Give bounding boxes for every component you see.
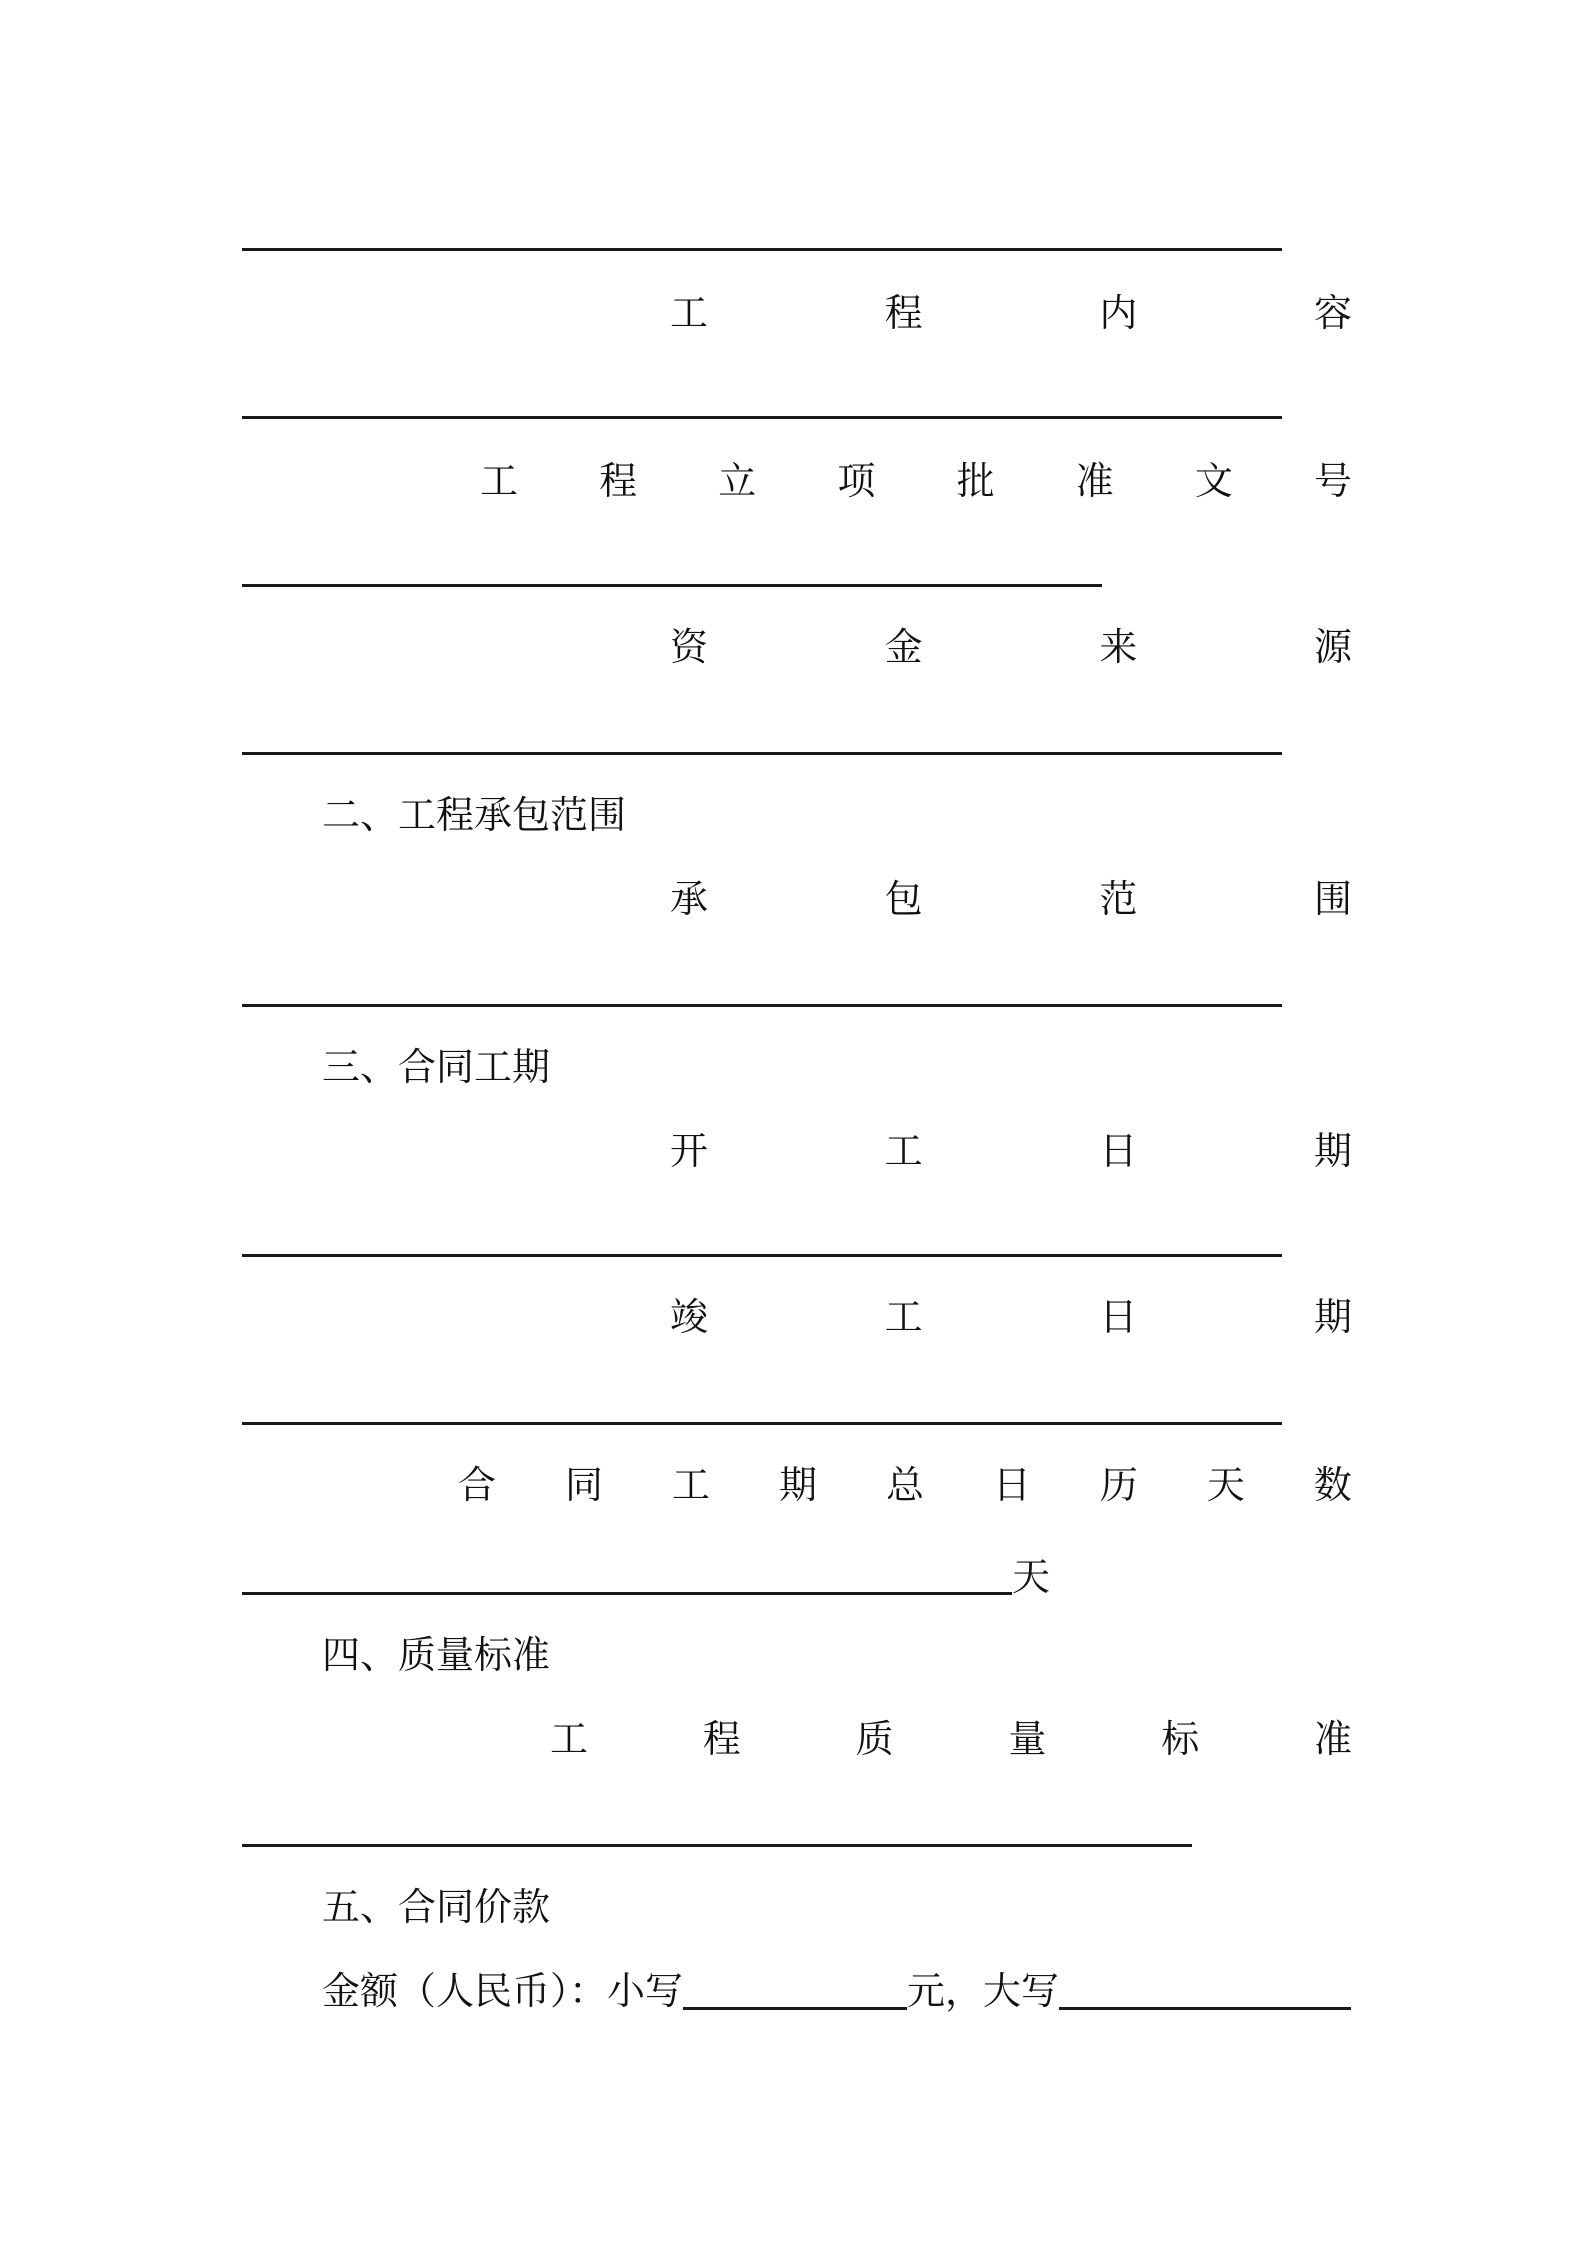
label-char: 号 — [1313, 459, 1352, 503]
label-char: 准 — [1075, 459, 1114, 503]
label-char: 金 — [884, 625, 923, 669]
field-label-approval-number — [242, 456, 1352, 506]
label-char: 范 — [1099, 877, 1138, 921]
label-char: 数 — [1313, 1463, 1352, 1507]
fill-line-project-content[interactable] — [242, 416, 1282, 419]
label-char: 总 — [885, 1463, 924, 1507]
label-char: 工 — [884, 1129, 923, 1173]
field-label-start-date — [242, 1126, 1352, 1176]
label-char: 包 — [884, 877, 923, 921]
label-char: 天 — [1206, 1463, 1245, 1507]
label-char: 合 — [458, 1463, 497, 1507]
label-char: 工 — [550, 1717, 589, 1761]
label-char: 承 — [670, 877, 709, 921]
label-char: 容 — [1313, 291, 1352, 335]
label-char: 立 — [718, 459, 757, 503]
field-label-project-content — [242, 288, 1352, 338]
fill-line[interactable] — [242, 248, 1282, 251]
field-label-total-days — [242, 1460, 1352, 1510]
fill-line-start-date[interactable] — [242, 1254, 1282, 1257]
label-char: 竣 — [670, 1295, 709, 1339]
label-char: 工 — [670, 291, 709, 335]
section-heading-price: 五、合同价款 — [322, 1885, 551, 1929]
label-char: 工 — [884, 1295, 923, 1339]
label-char: 期 — [1313, 1129, 1352, 1173]
field-label-completion-date — [242, 1292, 1352, 1342]
field-label-fund-source — [242, 622, 1352, 672]
amount-row — [322, 1966, 1351, 2016]
fill-line-total-days[interactable] — [242, 1592, 1012, 1595]
label-char: 来 — [1099, 625, 1138, 669]
label-char: 工 — [480, 459, 519, 503]
section-heading-duration: 三、合同工期 — [322, 1045, 551, 1089]
amount-uppercase-input[interactable] — [1059, 2007, 1351, 2010]
label-char: 围 — [1313, 877, 1352, 921]
field-label-scope — [242, 874, 1352, 924]
label-char: 批 — [956, 459, 995, 503]
section-heading-scope: 二、工程承包范围 — [322, 793, 627, 837]
fill-line-quality-standard[interactable] — [242, 1844, 1192, 1847]
label-char: 质 — [855, 1717, 894, 1761]
label-char: 文 — [1194, 459, 1233, 503]
label-char: 量 — [1008, 1717, 1047, 1761]
label-char: 程 — [702, 1717, 741, 1761]
label-char: 历 — [1099, 1463, 1138, 1507]
label-char: 内 — [1099, 291, 1138, 335]
label-char: 准 — [1313, 1717, 1352, 1761]
fill-line-completion-date[interactable] — [242, 1422, 1282, 1425]
label-char: 源 — [1313, 625, 1352, 669]
label-char: 日 — [992, 1463, 1031, 1507]
fill-line-scope[interactable] — [242, 1004, 1282, 1007]
label-char: 开 — [670, 1129, 709, 1173]
amount-label: 金额（人民币）：小写 — [322, 1969, 684, 2013]
label-char: 资 — [670, 625, 709, 669]
amount-yuan-label: 元，大写 — [907, 1969, 1060, 2013]
label-char: 工 — [671, 1463, 710, 1507]
label-char: 项 — [837, 459, 876, 503]
label-char: 期 — [778, 1463, 817, 1507]
section-heading-quality: 四、质量标准 — [322, 1633, 551, 1677]
field-label-quality-standard — [242, 1714, 1352, 1764]
days-unit: 天 — [1012, 1555, 1051, 1599]
amount-lowercase-input[interactable] — [683, 2007, 907, 2010]
label-char: 程 — [599, 459, 638, 503]
label-char: 日 — [1099, 1129, 1138, 1173]
label-char: 程 — [884, 291, 923, 335]
label-char: 标 — [1161, 1717, 1200, 1761]
label-char: 同 — [564, 1463, 603, 1507]
fill-line-fund-source[interactable] — [242, 752, 1282, 755]
fill-line-approval-number[interactable] — [242, 584, 1102, 587]
label-char: 期 — [1313, 1295, 1352, 1339]
label-char: 日 — [1099, 1295, 1138, 1339]
